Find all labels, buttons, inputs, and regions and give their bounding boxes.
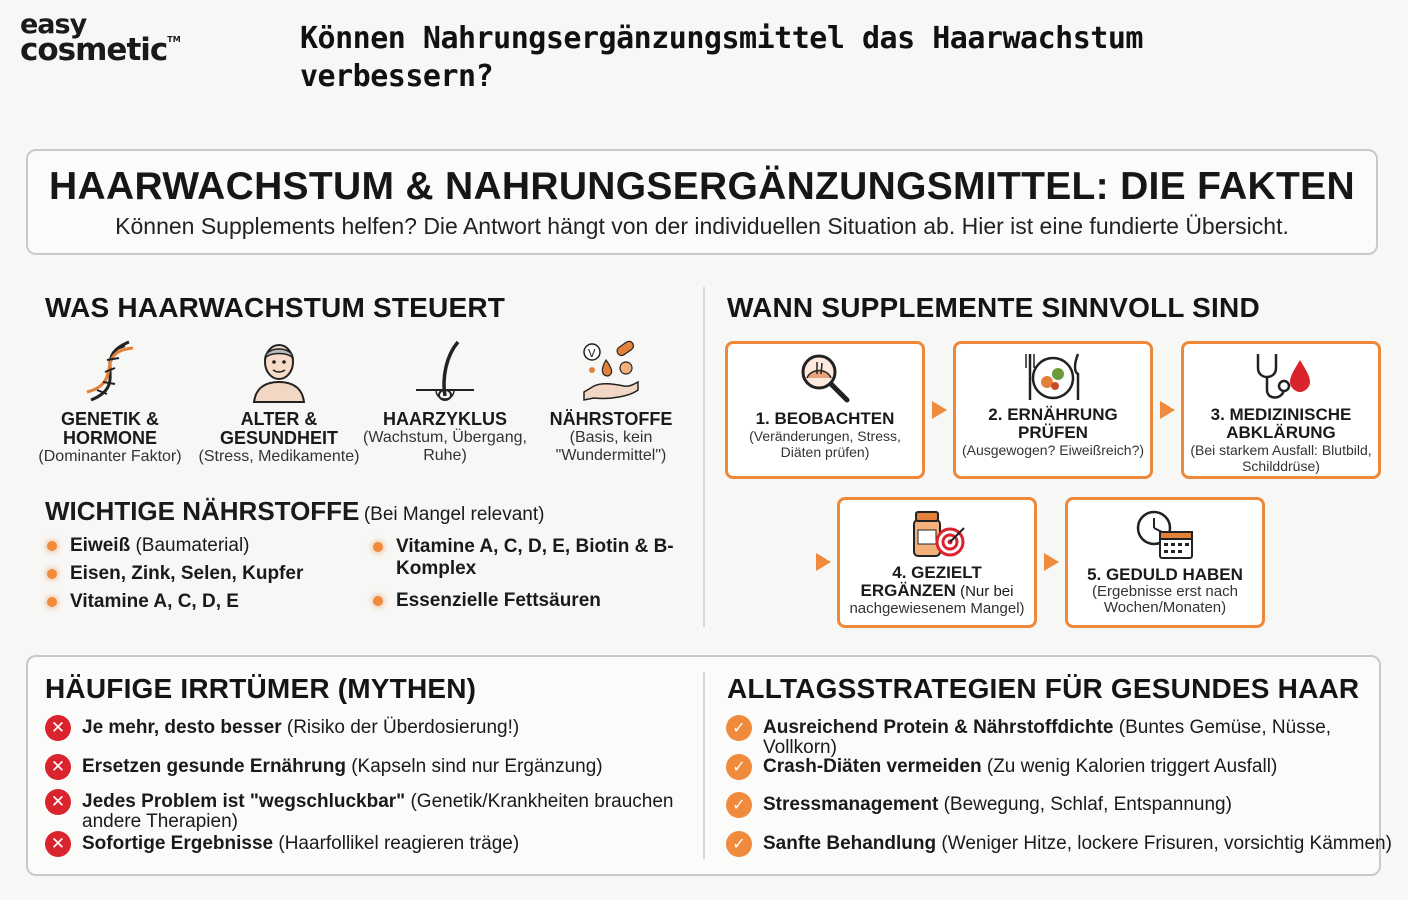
- step-arrow-icon: [816, 553, 831, 571]
- strategy-item: ✓ Sanfte Behandlung (Weniger Hitze, lockere Frisuren, vorsichtig Kämmen): [726, 834, 1392, 854]
- factor-desc: (Basis, kein "Wundermittel"): [555, 429, 667, 464]
- strategy-item: ✓ Ausreichend Protein & Nährstoffdichte (Buntes Gemüse, Nüsse, Vollkorn): [726, 718, 1408, 758]
- step-patience: [1065, 497, 1265, 628]
- myth-item: ✕ Ersetzen gesunde Ernährung (Kapseln sind nur Ergänzung): [45, 757, 603, 777]
- logo-line-2: cosmetic: [20, 31, 168, 68]
- cross-icon: ✕: [45, 831, 71, 857]
- cross-icon: ✕: [45, 754, 71, 780]
- nutrient-item: Essenzielle Fettsäuren: [371, 590, 601, 612]
- main-subtitle: Können Supplements helfen? Die Antwort hängt von der individuellen Situation ab. Hier ist eine fundierte Übersicht.: [115, 213, 1289, 239]
- nutrients-hand-icon: [580, 338, 642, 404]
- step-title: 1. BEOBACHTEN: [755, 409, 895, 428]
- stethoscope-blood-icon: [1250, 350, 1312, 404]
- strategy-item: ✓ Crash-Diäten vermeiden (Zu wenig Kalorien triggert Ausfall): [726, 757, 1277, 777]
- strategy-item: ✓ Stressmanagement (Bewegung, Schlaf, Entspannung): [726, 795, 1232, 815]
- myth-item: ✕ Sofortige Ergebnisse (Haarfollikel reagieren träge): [45, 834, 519, 854]
- factor-title: NÄHRSTOFFE: [549, 409, 673, 429]
- check-icon: ✓: [726, 715, 752, 741]
- step-title: 3. MEDIZINISCHE ABKLÄRUNG: [1210, 405, 1352, 442]
- factor-title: ALTER & GESUNDHEIT: [219, 409, 338, 448]
- factor-genetics: [25, 338, 195, 466]
- logo-trademark: TM: [167, 34, 181, 44]
- cross-icon: ✕: [45, 789, 71, 815]
- check-icon: ✓: [726, 831, 752, 857]
- factor-desc: (Wachstum, Übergang, Ruhe): [363, 429, 527, 464]
- step-title-note: (Nur bei: [955, 583, 1014, 600]
- check-icon: ✓: [726, 792, 752, 818]
- svg-text:V: V: [588, 347, 596, 360]
- step-title: 5. GEDULD HABEN: [1087, 565, 1243, 584]
- page-question: Können Nahrungsergänzungsmittel das Haarwachstum verbessern?: [300, 21, 1143, 94]
- column-divider: [703, 287, 705, 627]
- factor-age-health: [194, 338, 364, 466]
- elderly-person-icon: [248, 338, 310, 404]
- step-desc: (Ergebnisse erst nach Wochen/Monaten): [1092, 583, 1238, 616]
- step-desc: (Ausgewogen? Eiweißreich?): [961, 442, 1145, 458]
- bullet-dot-icon: [373, 596, 383, 606]
- nutrients-note: (Bei Mangel relevant): [363, 504, 545, 525]
- factor-hair-cycle: [360, 338, 530, 465]
- step-nutrition: [953, 341, 1153, 479]
- factor-title: GENETIK & HORMONE: [60, 409, 159, 448]
- main-title: HAARWACHSTUM & NAHRUNGSERGÄNZUNGSMITTEL: DIE FAKTEN: [49, 165, 1355, 208]
- brand-logo: [20, 9, 181, 68]
- bullet-dot-icon: [47, 541, 57, 551]
- strategies-heading: ALLTAGSSTRATEGIEN FÜR GESUNDES HAAR: [727, 673, 1360, 704]
- nutrient-item: Eiweiß (Baumaterial): [45, 535, 250, 557]
- step-desc: nachgewiesenem Mangel): [849, 600, 1025, 617]
- cross-icon: ✕: [45, 715, 71, 741]
- factor-title: HAARZYKLUS: [383, 409, 507, 429]
- nutrient-item: Vitamine A, C, D, E, Biotin & B-Komplex: [371, 536, 686, 580]
- nutrients-heading: [45, 496, 544, 527]
- myth-item: ✕ Je mehr, desto besser (Risiko der Überdosierung!): [45, 718, 519, 738]
- dna-icon: [79, 338, 141, 404]
- step-title: 2. ERNÄHRUNG PRÜFEN: [988, 405, 1118, 442]
- hair-follicle-icon: [414, 338, 476, 404]
- steps-heading: WANN SUPPLEMENTE SINNVOLL SIND: [727, 292, 1260, 323]
- step-title-line2: ERGÄNZEN: [860, 581, 956, 600]
- bullet-dot-icon: [373, 542, 383, 552]
- factor-desc: (Stress, Medikamente): [198, 448, 360, 465]
- step-medical: [1181, 341, 1381, 479]
- myths-heading: HÄUFIGE IRRTÜMER (MYTHEN): [45, 673, 477, 704]
- step-desc: (Veränderungen, Stress, Diäten prüfen): [749, 428, 901, 460]
- step-arrow-icon: [932, 401, 947, 419]
- magnifier-scalp-icon: [797, 350, 853, 406]
- bullet-dot-icon: [47, 597, 57, 607]
- logo-line-1: easy: [20, 9, 87, 40]
- check-icon: ✓: [726, 754, 752, 780]
- clock-calendar-icon: [1134, 506, 1196, 562]
- plate-cutlery-icon: [1022, 350, 1084, 404]
- title-box: [26, 149, 1378, 255]
- nutrients-heading-text: WICHTIGE NÄHRSTOFFE: [45, 496, 360, 526]
- step-title: 4. GEZIELT: [892, 563, 982, 582]
- bullet-dot-icon: [47, 569, 57, 579]
- supplement-target-icon: [906, 506, 968, 560]
- step-supplement: [837, 497, 1037, 628]
- myth-item: ✕ Jedes Problem ist "wegschluckbar" (Genetik/Krankheiten brauchen andere Therapien): [45, 792, 702, 832]
- step-observe: [725, 341, 925, 479]
- factors-heading: WAS HAARWACHSTUM STEUERT: [45, 292, 506, 323]
- nutrient-item: Eisen, Zink, Selen, Kupfer: [45, 563, 303, 585]
- step-arrow-icon: [1160, 401, 1175, 419]
- nutrient-item: Vitamine A, C, D, E: [45, 591, 239, 613]
- step-arrow-icon: [1044, 553, 1059, 571]
- step-desc: (Bei starkem Ausfall: Blutbild, Schilddrüse): [1190, 442, 1372, 474]
- factor-desc: (Dominanter Faktor): [38, 448, 182, 465]
- factor-nutrients: [526, 338, 696, 465]
- bottom-divider: [703, 672, 705, 859]
